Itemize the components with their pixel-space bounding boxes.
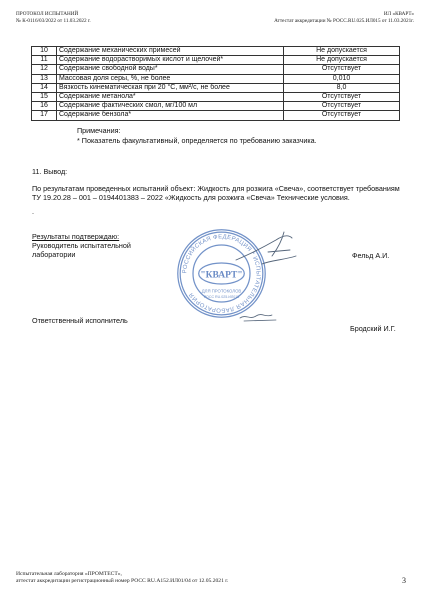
head-role-line2: лаборатории (32, 250, 76, 259)
row-parameter: Содержание водорастворимых кислот и щелочей* (57, 56, 284, 65)
conclusion-heading: 11. Вывод: (32, 167, 68, 176)
row-value: Отсутствует (284, 92, 400, 101)
row-value: Отсутствует (284, 102, 400, 111)
header-right (274, 11, 414, 25)
table-row (32, 83, 400, 92)
row-number: 11 (32, 56, 57, 65)
table-row (32, 111, 400, 120)
row-value: Отсутствует (284, 111, 400, 120)
table-row (32, 65, 400, 74)
notes-text: * Показатель факультативный, определяется по требованию заказчика. (77, 136, 317, 145)
table-row (32, 102, 400, 111)
row-value: Не допускается (284, 56, 400, 65)
stamp-reg-text: РОСС RU.025.ИЛ015 (203, 295, 240, 300)
row-number: 14 (32, 83, 57, 92)
row-value: 8,0 (284, 83, 400, 92)
results-confirmed-label: Результаты подтверждаю: (32, 232, 120, 241)
table-row (32, 74, 400, 83)
stamp-ring-text: РОССИЙСКАЯ ФЕДЕРАЦИЯ * ИСПЫТАТЕЛЬНАЯ ЛАБОРАТОРИЯ (182, 234, 261, 313)
row-parameter: Вязкость кинематическая при 20 °С, мм²/с, не более (57, 83, 284, 92)
row-number: 12 (32, 65, 57, 74)
table-row (32, 56, 400, 65)
header-left (16, 11, 91, 25)
row-parameter: Содержание метанола* (57, 92, 284, 101)
accreditation-line: Аттестат аккредитации № РОСС.RU.025.ИЛ015 от 11.03.2021г. (274, 18, 414, 24)
row-value: Не допускается (284, 47, 400, 56)
row-value: Отсутствует (284, 65, 400, 74)
executor-role: Ответственный исполнитель (32, 316, 128, 325)
head-role-line1: Руководитель испытательной (32, 241, 131, 250)
lab-name: ИЛ «КВАРТ» (383, 11, 414, 17)
table-row (32, 47, 400, 56)
row-parameter: Массовая доля серы, %, не более (57, 74, 284, 83)
row-number: 17 (32, 111, 57, 120)
results-table-body (32, 47, 400, 121)
notes-title: Примечания: (77, 126, 121, 135)
row-parameter: Содержание фактических смол, мг/100 мл (57, 102, 284, 111)
protocol-title: ПРОТОКОЛ ИСПЫТАНИЙ (16, 11, 79, 17)
row-parameter: Содержание механических примесей (57, 47, 284, 56)
row-parameter: Содержание свободной воды* (57, 65, 284, 74)
row-number: 15 (32, 92, 57, 101)
table-row (32, 92, 400, 101)
row-value: 0,010 (284, 74, 400, 83)
footer-accreditation: аттестат аккредитации регистрационный номер РОСС RU.A152.ИЛ01/04 от 12.05.2021 г. (16, 578, 229, 584)
page-number: 3 (402, 576, 406, 585)
conclusion-text: По результатам проведенных испытаний объект: Жидкость для розжига «Свеча», соответствует требованиям ТУ 19.20.28 – 001 – 0194401383 – 2022 «Жидкость для розжига «Свеча» Технические условия. (32, 184, 400, 202)
conclusion-dot: . (32, 207, 34, 216)
executor-signature (238, 308, 280, 324)
footer-lab: Испытательная лаборатория «ПРОМТЕСТ», (16, 571, 122, 577)
row-number: 16 (32, 102, 57, 111)
stamp-bottom-text: ДЛЯ ПРОТОКОЛОВ (201, 288, 242, 294)
head-signature (232, 230, 302, 270)
row-number: 13 (32, 74, 57, 83)
results-table (31, 46, 400, 121)
executor-name: Бродский И.Г. (350, 324, 396, 333)
row-parameter: Содержание бензола* (57, 111, 284, 120)
protocol-number: № К-0116/03/2022 от 11.03.2022 г. (16, 18, 91, 24)
stamp-center-text: "КВАРТ" (200, 270, 243, 281)
row-number: 10 (32, 47, 57, 56)
head-name: Фельд А.И. (352, 251, 390, 260)
